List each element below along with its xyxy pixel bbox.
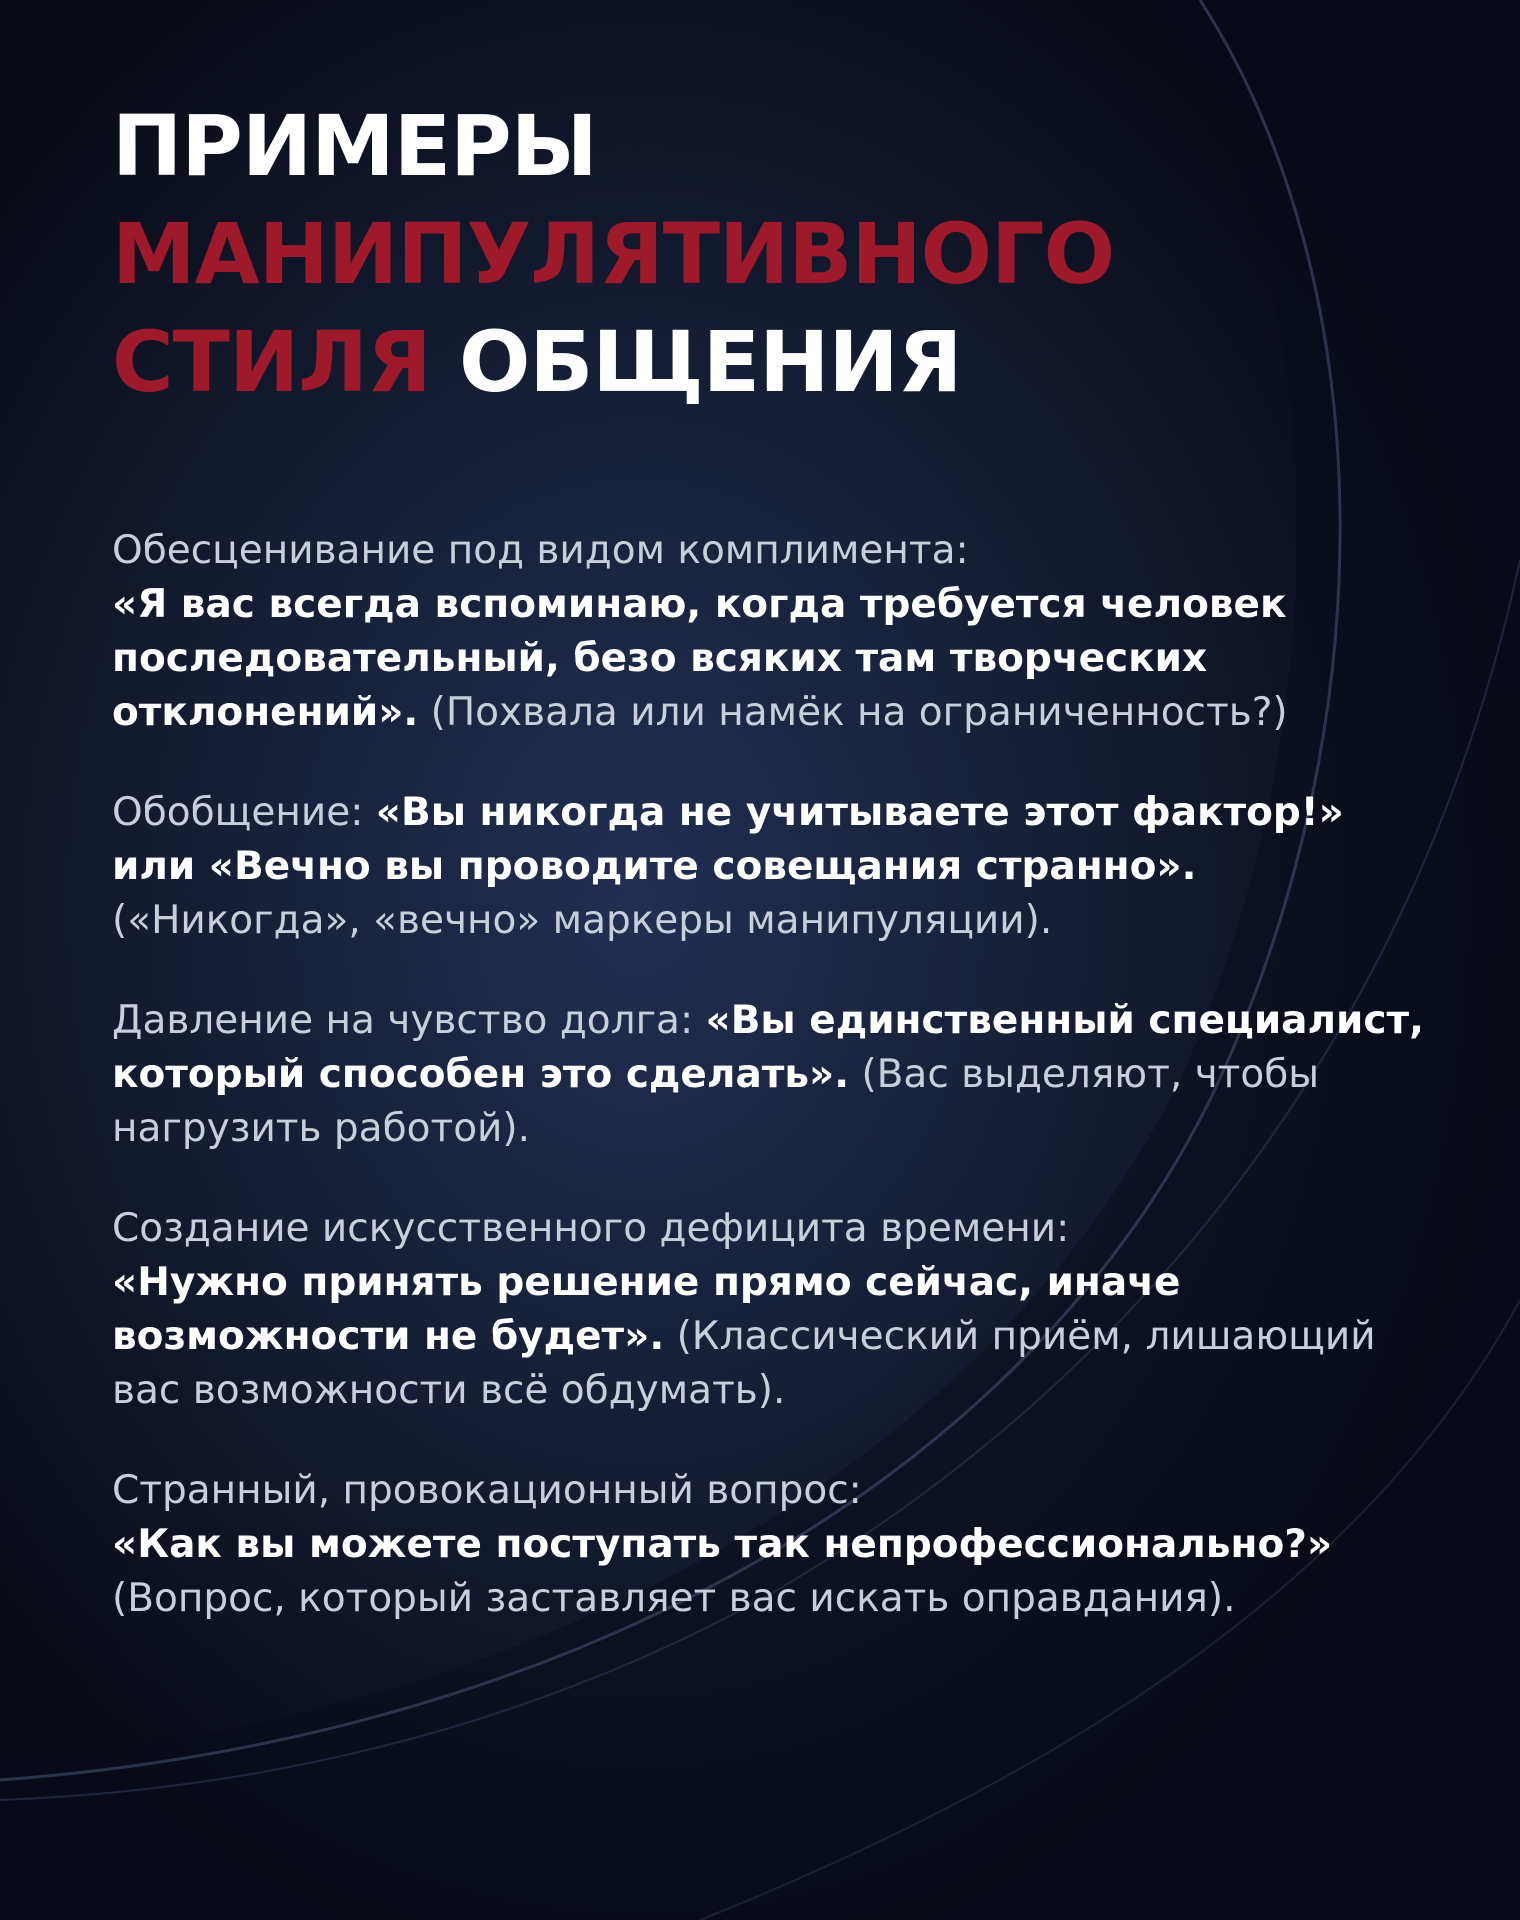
title-line-1: ПРИМЕРЫ <box>112 97 597 195</box>
example-quote: «Как вы можете поступать так непрофессионально?» <box>112 1522 1333 1567</box>
example-quote: «Вы единственный специалист, который способен это сделать». <box>112 998 1424 1097</box>
example-label: Создание искусственного дефицита времени: <box>112 1206 1070 1251</box>
example-item <box>112 1464 1432 1626</box>
page-title <box>112 92 1432 416</box>
example-item <box>112 994 1432 1156</box>
title-line-3 <box>112 308 1432 416</box>
example-label: Обесценивание под видом комплимента: <box>112 528 969 573</box>
example-note: («Никогда», «вечно» маркеры манипуляции). <box>112 898 1053 943</box>
content <box>112 92 1432 1672</box>
example-quote: «Нужно принять решение прямо сейчас, иначе возможности не будет». <box>112 1260 1181 1359</box>
example-item <box>112 786 1432 948</box>
example-label: Давление на чувство долга: <box>112 998 694 1043</box>
example-label: Обобщение: <box>112 790 364 835</box>
example-quote: «Вы никогда не учитываете этот фактор!» или «Вечно вы проводите совещания странно». <box>112 790 1344 889</box>
examples-list <box>112 524 1432 1626</box>
example-quote: «Я вас всегда вспоминаю, когда требуется человек последовательный, безо всяких там творческих отклонений». <box>112 582 1287 735</box>
example-note: (Похвала или намёк на ограниченность?) <box>430 690 1288 735</box>
example-note: (Вопрос, который заставляет вас искать оправдания). <box>112 1576 1236 1621</box>
example-note: (Вас выделяют, чтобы нагрузить работой). <box>112 1052 1320 1151</box>
example-item <box>112 1202 1432 1418</box>
example-item <box>112 524 1432 740</box>
title-line-3-accent: СТИЛЯ <box>112 313 431 411</box>
example-note: (Классический приём, лишающий вас возможности всё обдумать). <box>112 1314 1376 1413</box>
title-line-3-rest: ОБЩЕНИЯ <box>458 313 962 411</box>
example-label: Странный, провокационный вопрос: <box>112 1468 862 1513</box>
title-line-2: МАНИПУЛЯТИВНОГО <box>112 205 1114 303</box>
